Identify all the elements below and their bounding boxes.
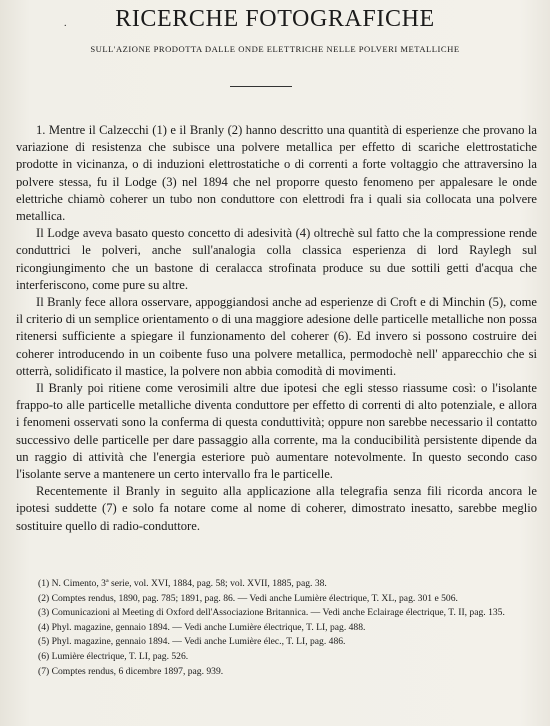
body-text [16,122,537,535]
page-subtitle: SULL'AZIONE PRODOTTA DALLE ONDE ELETTRICHE NELLE POLVERI METALLICHE [90,44,460,54]
footnote: (6) Lumière électrique, T. LI, pag. 526. [38,650,189,662]
footnote: (3) Comunicazioni al Meeting di Oxford dell'Associazione Britannica. — Vedi anche Eclairage électrique, T. II, pag. 135. [38,607,505,619]
title-divider [230,86,292,87]
footnote: (5) Phyl. magazine, gennaio 1894. — Vedi anche Lumière élec., T. LI, pag. 486. [38,636,346,648]
footnote: (4) Phyl. magazine, gennaio 1894. — Vedi anche Lumière électrique, T. LI, pag. 488. [38,621,366,633]
paragraph: Recentemente il Branly in seguito alla applicazione alla telegrafia senza fili ricorda ancora le ipotesi suddette (7) e solo fa notare come al nome di coherer, dimostrato inesatto, sarebbe meglio sostituire quello di radio-conduttore. [16,484,537,533]
page-mark: . [64,18,67,29]
paragraph: Il Lodge aveva basato questo concetto di adesività (4) oltrechè sul fatto che la compressione rende conduttrici le polveri, anche sull'analogia colla classica esperienza di lord Raylegh sul ricongiungimento che un bastone di ceralacca strofinata produce su due sottili getti d'acqua che interferiscono, come pure su altre. [16,226,537,292]
paragraph: Il Branly fece allora osservare, appoggiandosi anche ad esperienze di Croft e di Minchin (5), come il criterio di un semplice orientamento o di una maggiore adesione delle particelle metalliche non possa ritenersi sufficiente a spiegare il funzionamento del coherer (6). Ed invero si possono costruire dei coherer introducendo in un coibente fuso una polvere metallica, permodochè nell' apparecchio che si otterrà, solidificato il mastice, la polvere non abbia comodità di movimenti. [16,295,537,378]
paragraph: 1. Mentre il Calzecchi (1) e il Branly (2) hanno descritto una quantità di esperienze che provano la variazione di resistenza che subisce una polvere metallica per effetto di scariche elettrostatiche prodotte in vicinanza, o di induzioni elettrostatiche o di correnti a forte voltaggio che attraversino la polvere stessa, fu il Lodge (3) nel 1894 che nel proporre questo fenomeno per appalesare le onde elettriche chiamò coherer un tubo non conduttore con elettrodi fra i quali sia collocata una polvere metallica. [16,123,537,224]
footnote: (1) N. Cimento, 3ª serie, vol. XVI, 1884, pag. 58; vol. XVII, 1885, pag. 38. [38,578,327,589]
footnote: (7) Comptes rendus, 6 dicembre 1897, pag. 939. [38,665,224,677]
footnotes [38,577,532,679]
footnote: (2) Comptes rendus, 1890, pag. 785; 1891, pag. 86. — Vedi anche Lumière électrique, T. XL, pag. 301 e 506. [38,592,458,604]
paragraph: Il Branly poi ritiene come verosimili altre due ipotesi che egli stesso riassume così: o l'isolante frappo-to alle particelle metalliche diventa conduttore per effetto di correnti di alto potenziale, e allora i fenomeni osservati sono la conferma di questa conduttività; oppure non sarebbe necessario il contatto successivo delle particelle per dare passaggio alla corrente, ma la conducibilità persistente dipende da un raggio di attività che l'energia esteriore può aumentare notevolmente. In questo secondo caso l'isolante serve a mantenere un certo intervallo fra le particelle. [16,381,537,482]
page-title: RICERCHE FOTOGRAFICHE [115,6,435,32]
